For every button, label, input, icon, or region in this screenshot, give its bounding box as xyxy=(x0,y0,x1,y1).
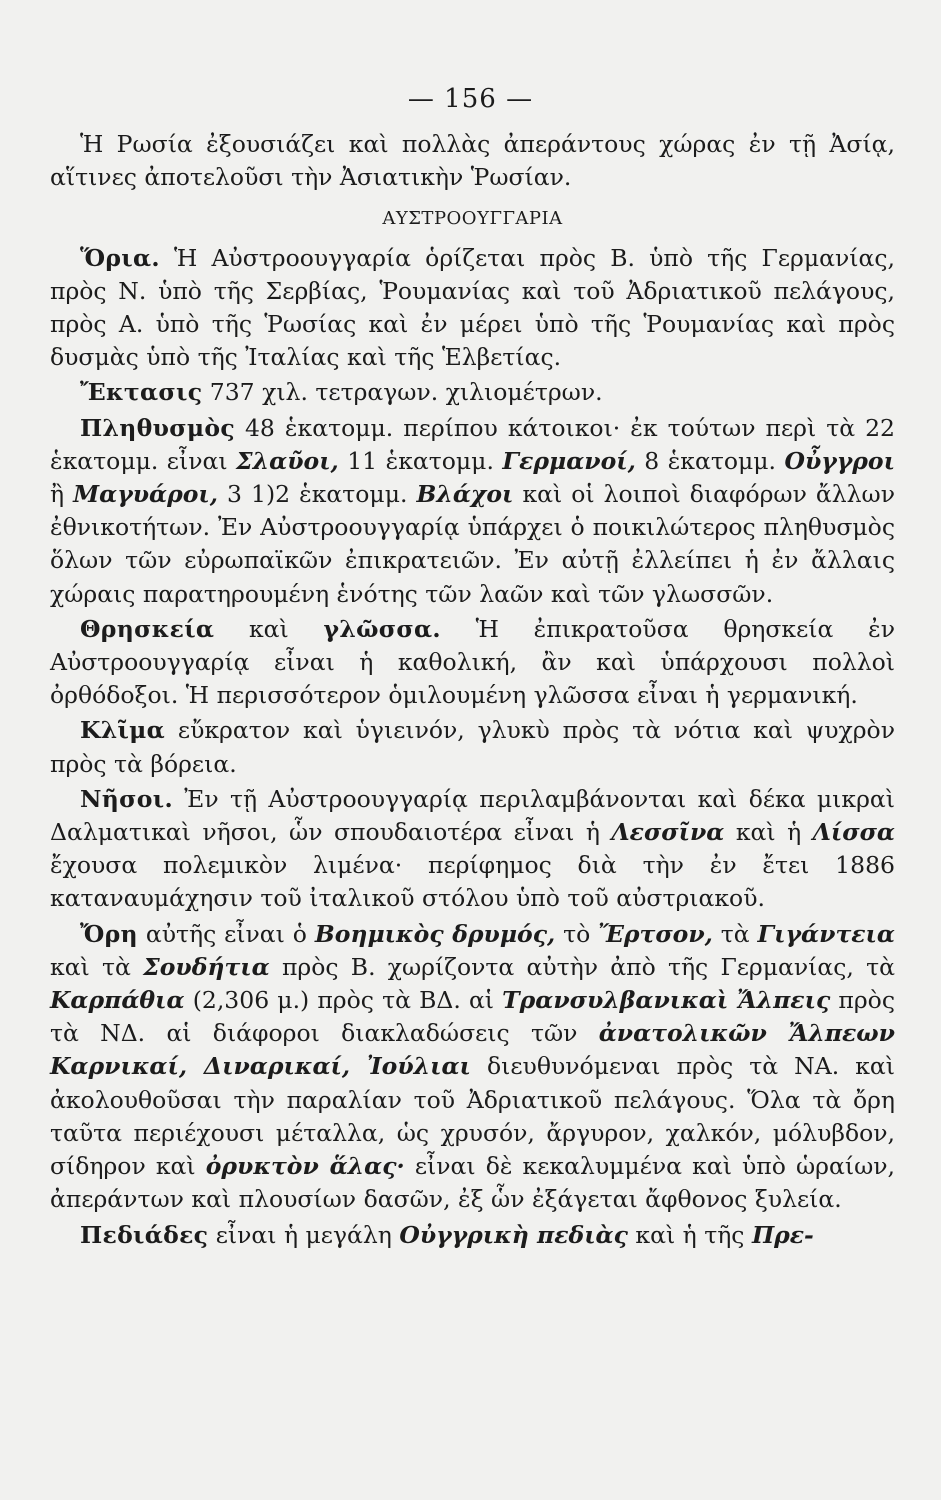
area-heading: Ἔκτασις xyxy=(80,378,203,407)
emphasis-transylvanian-alps: Τρανσυλβανικαὶ Ἄλπεις xyxy=(502,986,831,1015)
plains-heading: Πεδιάδες xyxy=(80,1220,209,1249)
plains-text: εἶναι ἡ μεγάλη xyxy=(208,1220,400,1249)
emphasis-giant-mountains: Γιγάντεια xyxy=(757,919,895,948)
population-text: καὶ οἱ λοιποὶ διαφόρων ἄλλων ἐθνικοτήτων. Ἐν Αὐστροουγγαρίᾳ ὑπάρχει ὁ ποικιλώτερος πληθυσμὸς ὅλων τῶν εὐρωπαϊκῶν ἐπικρατειῶν. Ἐν αὐτῇ ἐλλείπει ἡ ἐν ἄλλαις χώραις παρατηρουμένη ἑνότης τῶν λαῶν καὶ τῶν γλωσσῶν. xyxy=(50,480,895,608)
emphasis-eastern-alps: ἀνατολικῶν Ἄλπεων Καρνικαί, Διναρικαί, Ἰούλιαι xyxy=(50,1019,895,1081)
mountains-text: τὸ xyxy=(555,919,599,948)
mountains-text: καὶ τὰ xyxy=(50,952,144,981)
population-text: 11 ἑκατομμ. xyxy=(338,446,503,475)
mountains-text: διευθυνόμεναι πρὸς τὰ ΝΑ. καὶ ἀκολουθοῦσαι τὴν παραλίαν τοῦ Ἀδριατικοῦ πελάγους. Ὅλα τὰ ὄρη ταῦτα περιέχουσι μέταλλα, ὡς χρυσόν, ἄργυρον, χαλκόν, μόλυβδον, σίδηρον καὶ xyxy=(50,1052,896,1181)
population-paragraph xyxy=(50,412,895,611)
emphasis-hungarian-plain: Οὐγγρικὴ πεδιὰς xyxy=(399,1220,628,1249)
population-text: ἢ xyxy=(50,480,74,509)
page-number: — 156 — xyxy=(407,84,534,114)
population-text: 8 ἑκατομμ. xyxy=(635,446,785,475)
mountains-heading: Ὄρη xyxy=(80,919,138,948)
population-heading: Πληθυσμὸς xyxy=(80,413,235,442)
islands-heading: Νῆσοι. xyxy=(80,784,173,813)
islands-text: καὶ ἡ xyxy=(724,818,813,847)
borders-paragraph xyxy=(50,242,895,375)
emphasis-pre: Πρε- xyxy=(751,1220,814,1249)
mountains-text: αὐτῆς εἶναι ὁ xyxy=(137,919,315,948)
borders-text: Ἡ Αὐστροουγγαρία ὁρίζεται πρὸς Β. ὑπὸ τῆς Γερμανίας, πρὸς Ν. ὑπὸ τῆς Σερβίας, Ῥουμανίας καὶ τοῦ Ἀδριατικοῦ πελάγους, πρὸς Α. ὑπὸ τῆς Ῥωσίας καὶ ἐν μέρει ὑπὸ τῆς Ῥουμανίας καὶ πρὸς δυσμὰς ὑπὸ τῆς Ἰταλίας καὶ τῆς Ἑλβετίας. xyxy=(50,243,895,372)
section-title: ΑΥΣΤΡΟΟΥΓΓΑΡΙΑ xyxy=(382,208,563,230)
religion-text: Ἡ ἐπικρατοῦσα θρησκεία ἐν Αὐστροουγγαρίᾳ εἶναι ἡ καθολική, ἂν καὶ ὑπάρχουσι πολλοὶ ὀρθόδοξοι. Ἡ περισσότερον ὁμιλουμένη γλῶσσα εἶναι ἡ γερμανική. xyxy=(50,614,895,710)
area-paragraph xyxy=(50,376,895,409)
mountains-text: τὰ xyxy=(712,919,758,948)
plains-text: καὶ ἡ τῆς xyxy=(627,1220,752,1249)
islands-text: Ἐν τῇ Αὐστροουγγαρίᾳ περιλαμβάνονται καὶ δέκα μικραὶ Δαλματικαὶ νῆσοι, ὧν σπουδαιοτέρα εἶναι ἡ xyxy=(50,784,895,847)
emphasis-sudetes: Σουδήτια xyxy=(143,952,270,981)
emphasis-lissa: Λίσσα xyxy=(812,818,895,847)
page-content xyxy=(50,80,895,1252)
area-text: 737 χιλ. τετραγων. χιλιομέτρων. xyxy=(202,378,603,407)
mountains-text: εἶναι δὲ κεκαλυμμένα καὶ ὑπὸ ὡραίων, ἀπεράντων καὶ πλουσίων δασῶν, ἐξ ὧν ἐξάγεται ἄφθονος ξυλεία. xyxy=(50,1152,895,1214)
intro-paragraph: Ἡ Ρωσία ἐξουσιάζει καὶ πολλὰς ἀπεράντους χώρας ἐν τῇ Ἀσίᾳ, αἵτινες ἀποτελοῦσι τὴν Ἀσιατικὴν Ῥωσίαν. xyxy=(50,130,895,192)
emphasis-rock-salt: ὀρυκτὸν ἅλας· xyxy=(205,1152,405,1181)
religion-paragraph xyxy=(50,613,895,713)
climate-text: εὔκρατον καὶ ὑγιεινόν, γλυκὺ πρὸς τὰ νότια καὶ ψυχρὸν πρὸς τὰ βόρεια. xyxy=(50,716,895,778)
emphasis-bohemian-forest: Βοημικὸς δρυμός, xyxy=(314,919,556,948)
religion-text: καὶ xyxy=(214,614,324,643)
religion-heading: Θρησκεία xyxy=(80,614,215,643)
climate-paragraph xyxy=(50,714,895,780)
islands-text: ἔχουσα πολεμικὸν λιμένα· περίφημος διὰ τὴν ἐν ἔτει 1886 καταναυμάχησιν τοῦ ἰταλικοῦ στόλου ὑπὸ τοῦ αὐστριακοῦ. xyxy=(50,851,895,913)
mountains-text: πρὸς τὰ ΝΔ. αἱ διάφοροι διακλαδώσεις τῶν xyxy=(50,986,895,1048)
population-text: 3 1)2 ἑκατομμ. xyxy=(217,480,417,509)
borders-heading: Ὅρια. xyxy=(80,243,160,272)
population-text: 48 ἑκατομμ. περίπου κάτοικοι· ἐκ τούτων περὶ τὰ 22 ἑκατομμ. εἶναι xyxy=(50,413,895,475)
mountains-text: πρὸς Β. χωρίζοντα αὐτὴν ἀπὸ τῆς Γερμανίας, τὰ xyxy=(269,952,895,981)
mountains-text: (2,306 μ.) πρὸς τὰ ΒΔ. αἱ xyxy=(184,986,503,1015)
emphasis-ore-mountains: Ἔρτσον, xyxy=(598,919,713,948)
islands-paragraph xyxy=(50,783,895,916)
climate-heading: Κλῖμα xyxy=(80,716,166,745)
emphasis-vlachs: Βλάχοι xyxy=(416,480,514,509)
plains-paragraph xyxy=(50,1219,895,1252)
emphasis-hungarians: Οὖγγροι xyxy=(784,446,895,475)
language-heading: γλῶσσα. xyxy=(323,614,441,643)
emphasis-carpathians: Καρπάθια xyxy=(50,986,185,1015)
emphasis-germans: Γερμανοί, xyxy=(502,446,636,475)
emphasis-lesina: Λεσσῖνα xyxy=(611,818,725,847)
mountains-paragraph xyxy=(50,918,895,1217)
emphasis-slavs: Σλαῦοι, xyxy=(236,446,339,475)
emphasis-magyars: Μαγυάροι, xyxy=(73,480,218,509)
